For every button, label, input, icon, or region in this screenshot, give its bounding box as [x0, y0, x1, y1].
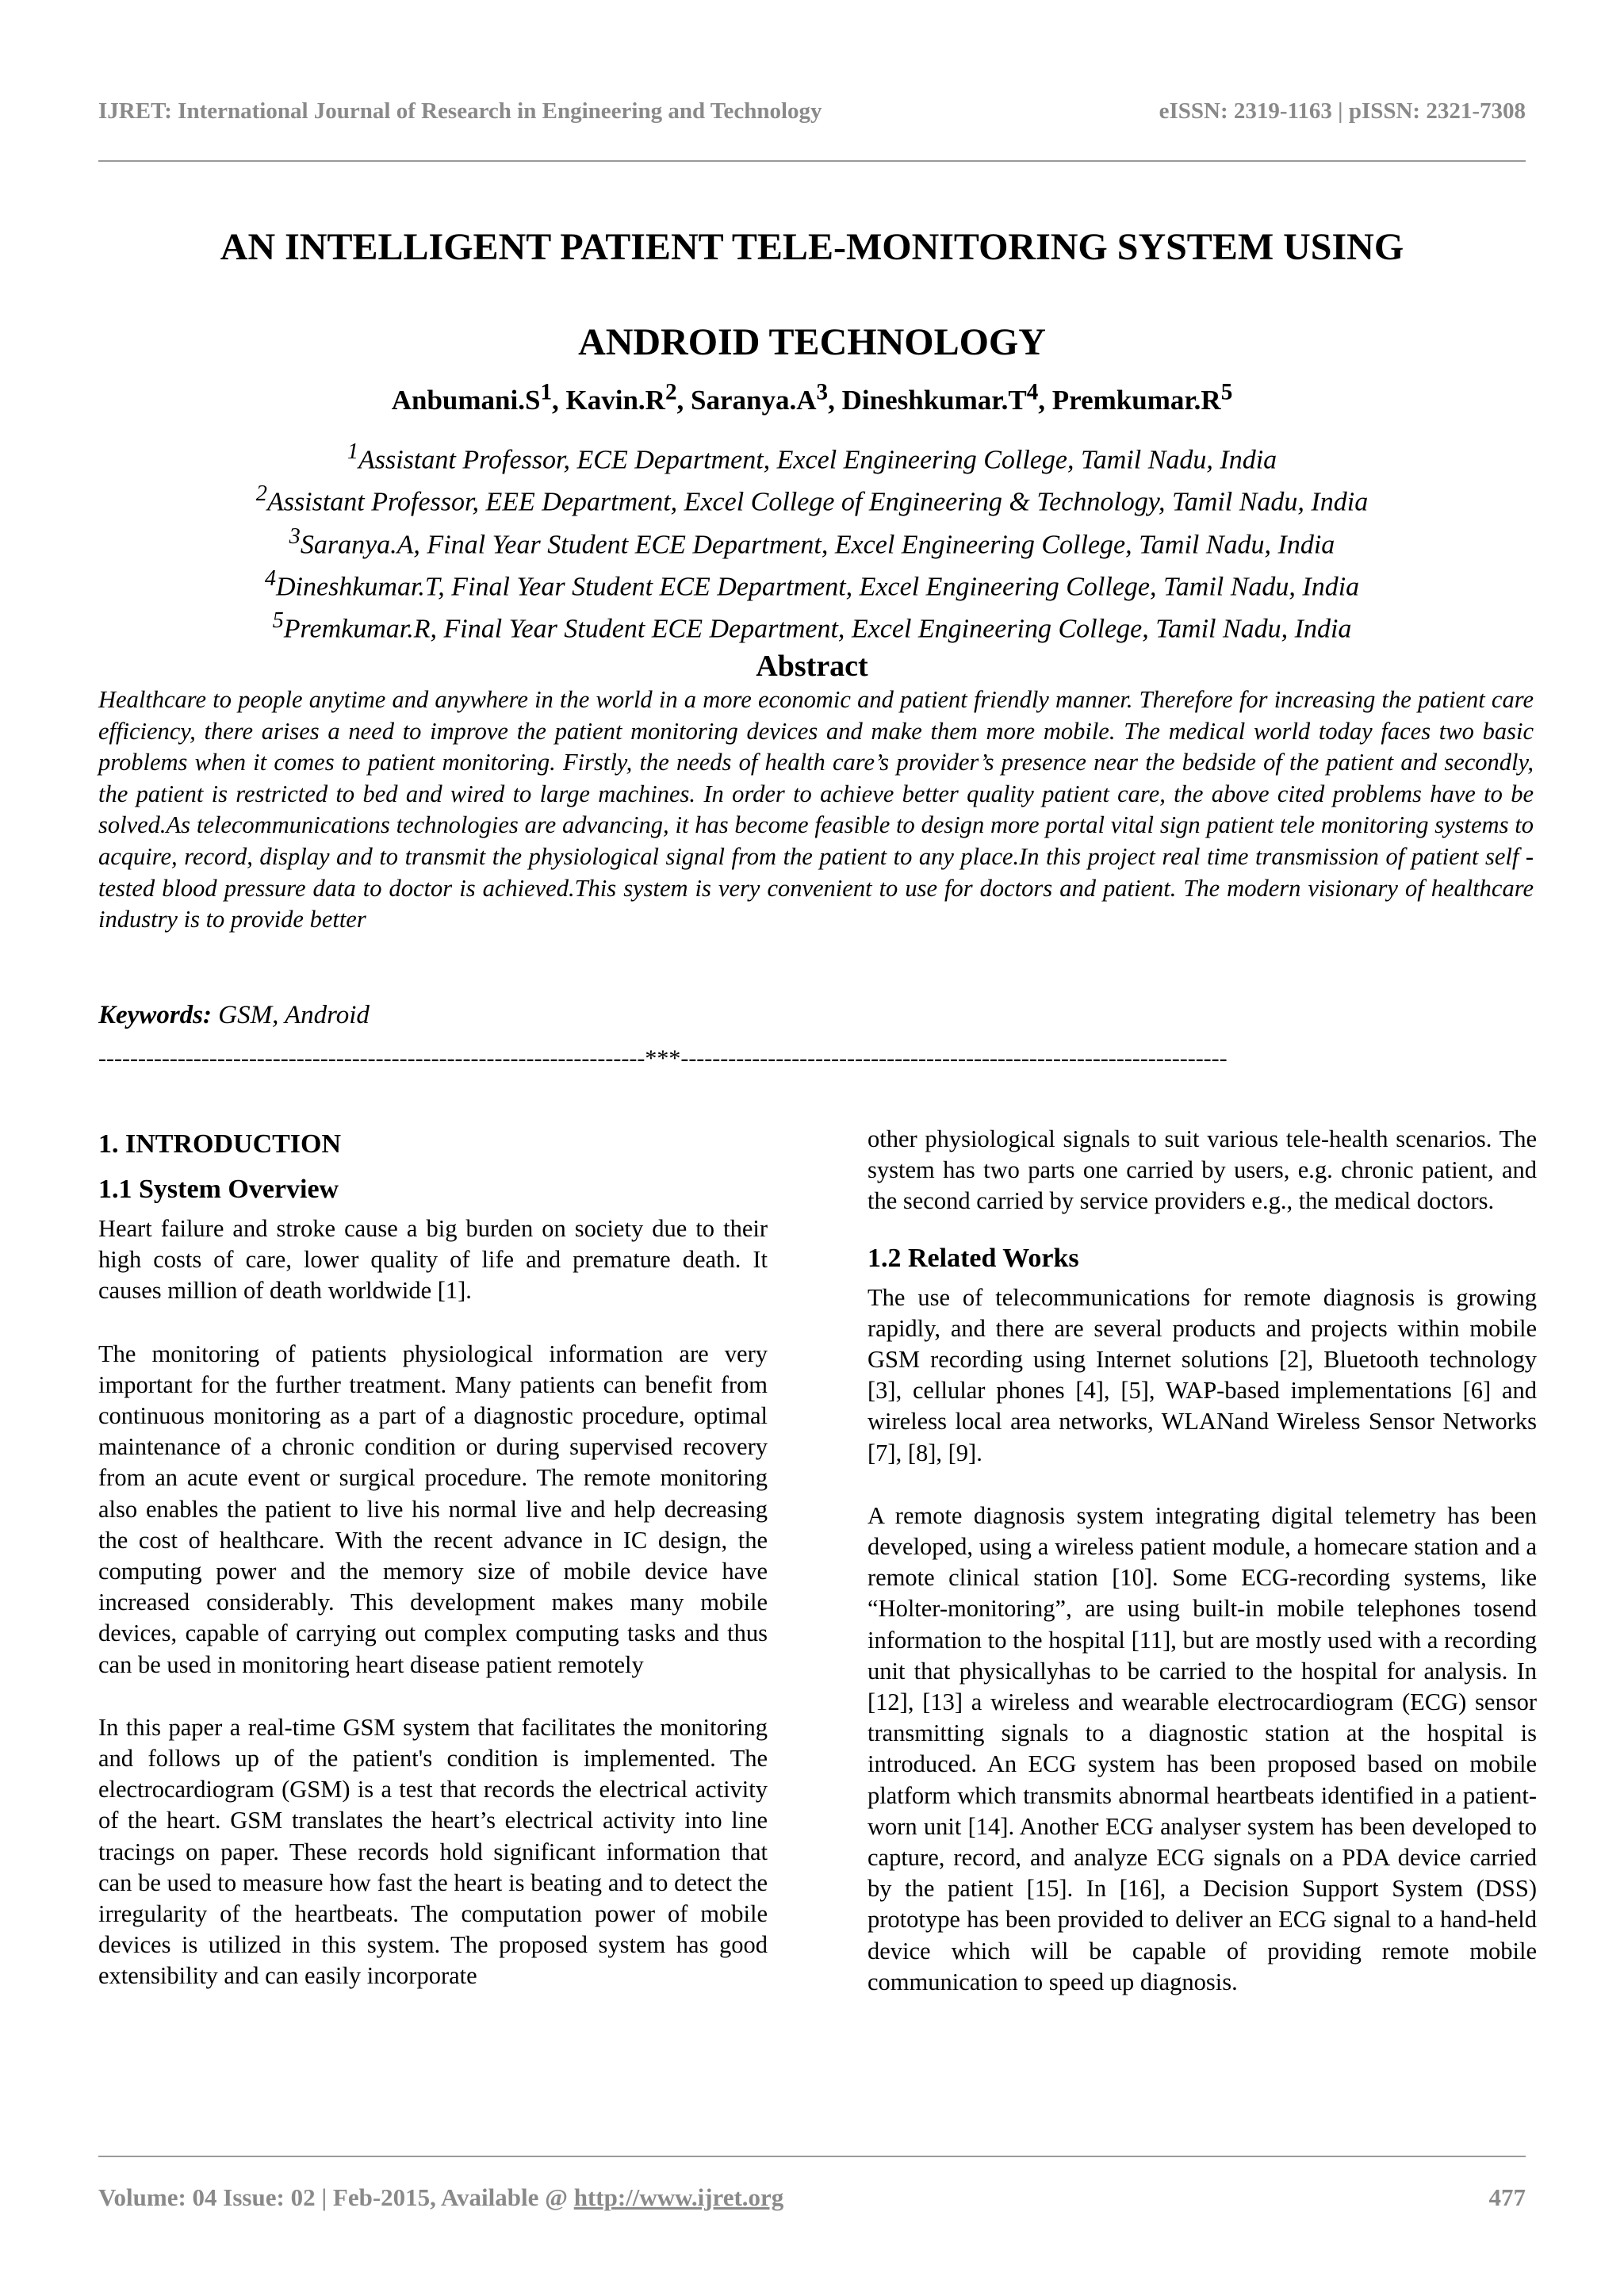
subsection-heading: 1.1 System Overview: [98, 1175, 339, 1204]
paragraph: In this paper a real-time GSM system that facilitates the monitoring and follows up of the patient's condition is implemented. The electrocardiogram (GSM) is a test that records the electrical activity of the heart. GSM translates the heart’s electrical activity into line tracings on paper. These records hold significant information that can be used to measure how fast the heart is beating and to detect the irregularity of the heartbeats. The computation power of mobile devices is utilized in this system. The proposed system has good extensibility and can easily incorporate: [98, 1713, 768, 1990]
journal-header: IJRET: International Journal of Research in Engineering and Technology: [98, 98, 822, 124]
journal-link[interactable]: http://www.ijret.org: [573, 2183, 784, 2211]
author: $Anbumani.S^1$,: [391, 379, 566, 416]
footer-rule: [98, 2156, 1526, 2157]
author-list: [98, 379, 1526, 416]
keywords: [98, 1001, 370, 1030]
abstract-text: Healthcare to people anytime and anywhere in the world in a more economic and patient friendly manner. Therefore for increasing the patient care efficiency, there arises a need to improve the patient monitoring devices and make them more mobile. The medical world today faces two basic problems when it comes to patient monitoring. Firstly, the needs of health care’s provider’s presence near the bedside of the patient and secondly, the patient is restricted to bed and wired to large machines. In order to achieve better quality patient care, the above cited problems have to be solved.As telecommunications technologies are advancing, it has become feasible to design more portal vital sign patient tele monitoring systems to acquire, record, display and to transmit the physiological signal from the patient to any place.In this project real time transmission of patient self -tested blood pressure data to doctor is achieved.This system is very convenient to use for doctors and patient. The modern visionary of healthcare industry is to provide better: [98, 686, 1534, 933]
page-number: 477: [1488, 2183, 1526, 2211]
right-column: [868, 1124, 1537, 1998]
paragraph: Heart failure and stroke cause a big burden on society due to their high costs of care, lower quality of life and premature death. It causes million of death worldwide [1].: [98, 1215, 768, 1305]
affiliation: $^1$Assistant Professor, ECE Department, Excel Engineering College, Tamil Nadu, India: [347, 439, 1277, 475]
affiliation: $^3$Saranya.A, Final Year Student ECE Department, Excel Engineering College, Tamil Nadu, India: [289, 523, 1335, 559]
footer-volume: Volume: 04 Issue: 02 | Feb-2015, Available @ http://www.ijret.org: [98, 2183, 784, 2211]
affiliation: $^2$Assistant Professor, EEE Department, Excel College of Engineering & Technology, Tamil Nadu, India: [255, 481, 1369, 517]
affiliation: $^5$Premkumar.R, Final Year Student ECE Department, Excel Engineering College, Tamil Nadu, India: [272, 608, 1352, 644]
section-heading: 1. INTRODUCTION: [98, 1129, 342, 1159]
author: $Dineshkumar.T^4$,: [841, 379, 1052, 416]
section-separator: ---------------------------------------------------------------------***---------------------------------------------------------------------: [98, 1045, 1228, 1071]
paper-title-line-2: ANDROID TECHNOLOGY: [578, 321, 1046, 363]
paragraph: The use of telecommunications for remote diagnosis is growing rapidly, and there are several products and projects within mobile GSM recording using Internet solutions [2], Bluetooth technology [3], cellular phones [4], [5], WAP-based implementations [6] and wireless local area networks, WLANand Wireless Sensor Networks [7], [8], [9].: [868, 1283, 1537, 1466]
keywords-value: GSM, Android: [212, 1001, 370, 1029]
abstract-heading: Abstract: [756, 650, 868, 683]
paper-title: [98, 200, 1526, 390]
paragraph: The monitoring of patients physiological information are very important for the further treatment. Many patients can benefit from continuous monitoring as a part of a diagnostic procedure, optimal maintenance of a chronic condition or during supervised recovery from an acute event or surgical procedure. The remote monitoring also enables the patient to live his normal live and help decreasing the cost of healthcare. With the recent advance in IC design, the computing power and the memory size of mobile device have increased considerably. This development makes many mobile devices, capable of carrying out complex computing tasks and thus can be used in monitoring heart disease patient remotely: [98, 1340, 768, 1678]
author: $Saranya.A^3$,: [691, 379, 842, 416]
subsection-heading: 1.2 Related Works: [868, 1243, 1079, 1273]
issn-header: eISSN: 2319-1163 | pISSN: 2321-7308: [1159, 98, 1526, 124]
affiliation: $^4$Dineshkumar.T, Final Year Student ECE Department, Excel Engineering College, Tamil Nadu, India: [264, 565, 1360, 602]
author: $Kavin.R^2$,: [565, 379, 691, 416]
affiliation-list: [98, 435, 1526, 646]
paragraph: A remote diagnosis system integrating digital telemetry has been developed, using a wireless patient module, a homecare station and a remote clinical station [10]. Some ECG-recording systems, like “Holter-monitoring”, are using built-in mobile telephones tosend information to the hospital [11], but are mostly used with a recording unit that physicallyhas to be carried to the hospital for analysis. In [12], [13] a wireless and wearable electrocardiogram (ECG) sensor transmitting signals to a diagnostic station at the hospital is introduced. An ECG system has been proposed based on mobile platform which transmits abnormal heartbeats identified in a patient-worn unit [14]. Another ECG analyser system has been developed to capture, record, and analyze ECG signals on a PDA device carried by the patient [15]. In [16], a Decision Support System (DSS) prototype has been provided to deliver an ECG signal to a hand-held device which will be capable of providing remote mobile communication to speed up diagnosis.: [868, 1501, 1537, 1995]
header-rule: [98, 160, 1526, 162]
paragraph: other physiological signals to suit various tele-health scenarios. The system has two parts one carried by users, e.g. chronic patient, and the second carried by service providers e.g., the medical doctors.: [868, 1125, 1537, 1215]
paper-title-line-1: AN INTELLIGENT PATIENT TELE-MONITORING SYSTEM USING: [220, 226, 1404, 268]
left-column: [98, 1125, 768, 1992]
keywords-label: Keywords:: [98, 1001, 212, 1029]
author: $Premkumar.R^5$: [1051, 379, 1233, 416]
